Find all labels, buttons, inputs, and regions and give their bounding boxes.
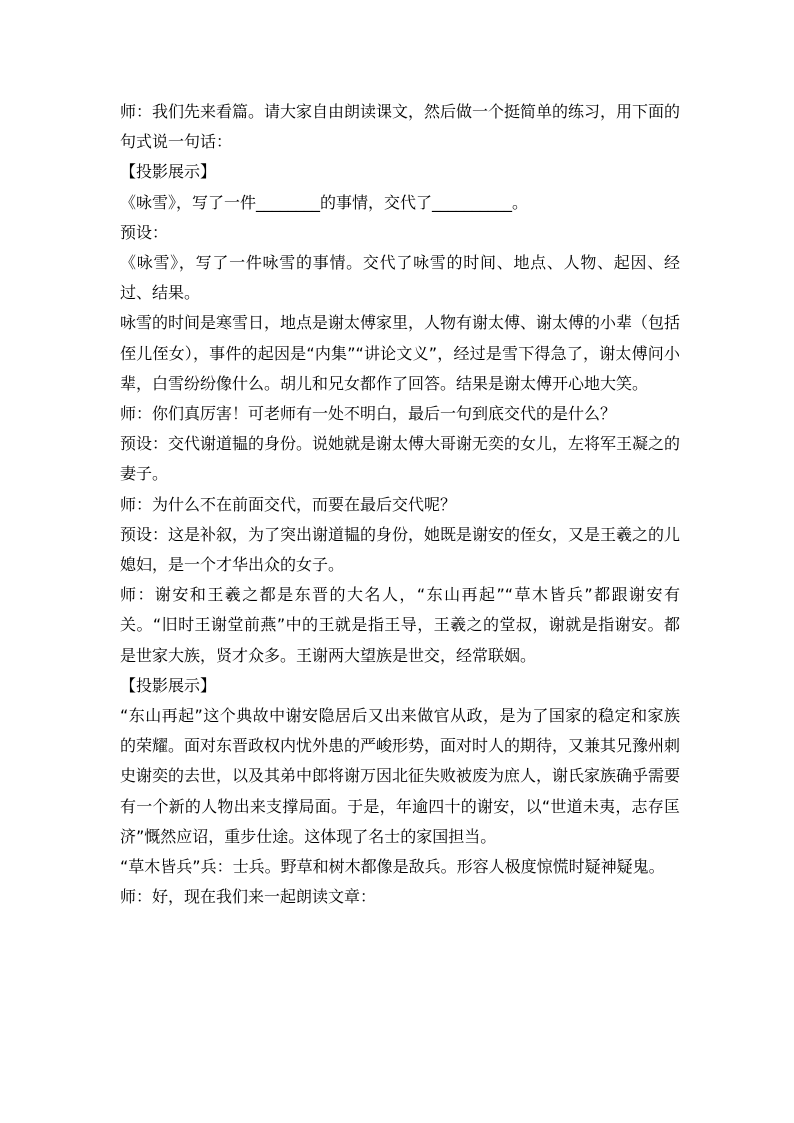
paragraph-preset-identity: 预设：交代谢道韫的身份。说她就是谢太傅大哥谢无奕的女儿，左将军王凝之的妻子。 — [120, 434, 681, 484]
paragraph-teacher-intro: 师：我们先来看篇。请大家自由朗读课文，然后做一个挺简单的练习，用下面的句式说一句话： — [120, 102, 681, 152]
document-body — [120, 97, 680, 912]
paragraph-teacher-why: 师：为什么不在前面交代，而要在最后交代呢？ — [120, 494, 457, 514]
paragraph-caomu-jiebing: “草木皆兵”兵：士兵。野草和树木都像是敌兵。形容人极度惊慌时疑神疑鬼。 — [120, 857, 665, 877]
paragraph-dongshan-zaiqi: “东山再起”这个典故中谢安隐居后又出来做官从政，是为了国家的稳定和家族的荣耀。面对东晋政权内忧外患的严峻形势，面对时人的期待，又兼其兄豫州刺史谢奕的去世，以及其弟中郎将谢万因北征失败被废为庶人，谢氏家族确乎需要有一个新的人物出来支撑局面。于是，年逾四十的谢安，以“世道未夷，志存匡济”慨然应诏，重步仕途。这体现了名士的家国担当。 — [120, 706, 681, 846]
paragraph-teacher-xie-wang: 师：谢安和王羲之都是东晋的大名人，“东山再起”“草木皆兵”都跟谢安有关。“旧时王谢堂前燕”中的王就是指王导，王羲之的堂叔，谢就是指谢安。都是世家大族，贤才众多。王谢两大望族是世交，经常联姻。 — [120, 585, 680, 665]
paragraph-teacher-read-aloud: 师：好，现在我们来一起朗读文章： — [120, 887, 377, 907]
paragraph-preset-label: 预设： — [120, 222, 169, 242]
paragraph-preset-answer: 《咏雪》，写了一件咏雪的事情。交代了咏雪的时间、地点、人物、起因、经过、结果。 — [120, 253, 680, 303]
paragraph-preset-supplementary: 预设：这是补叙，为了突出谢道韫的身份，她既是谢安的侄女，又是王羲之的儿媳妇，是一个才华出众的女子。 — [120, 524, 681, 575]
paragraph-story-summary: 咏雪的时间是寒雪日，地点是谢太傅家里，人物有谢太傅、谢太傅的小辈（包括侄儿侄女），事件的起因是“内集”“讲论文义”，经过是雪下得急了，谢太傅问小辈，白雪纷纷像什么。胡儿和兄女都作了回答。结果是谢太傅开心地大笑。 — [120, 313, 681, 393]
paragraph-teacher-question: 师：你们真厉害！可老师有一处不明白，最后一句到底交代的是什么？ — [120, 404, 617, 424]
paragraph-projection-heading-2: 【投影展示】 — [120, 675, 217, 695]
paragraph-fill-in-template: 《咏雪》，写了一件________的事情，交代了__________。 — [120, 192, 529, 212]
paragraph-projection-heading: 【投影展示】 — [120, 162, 217, 182]
